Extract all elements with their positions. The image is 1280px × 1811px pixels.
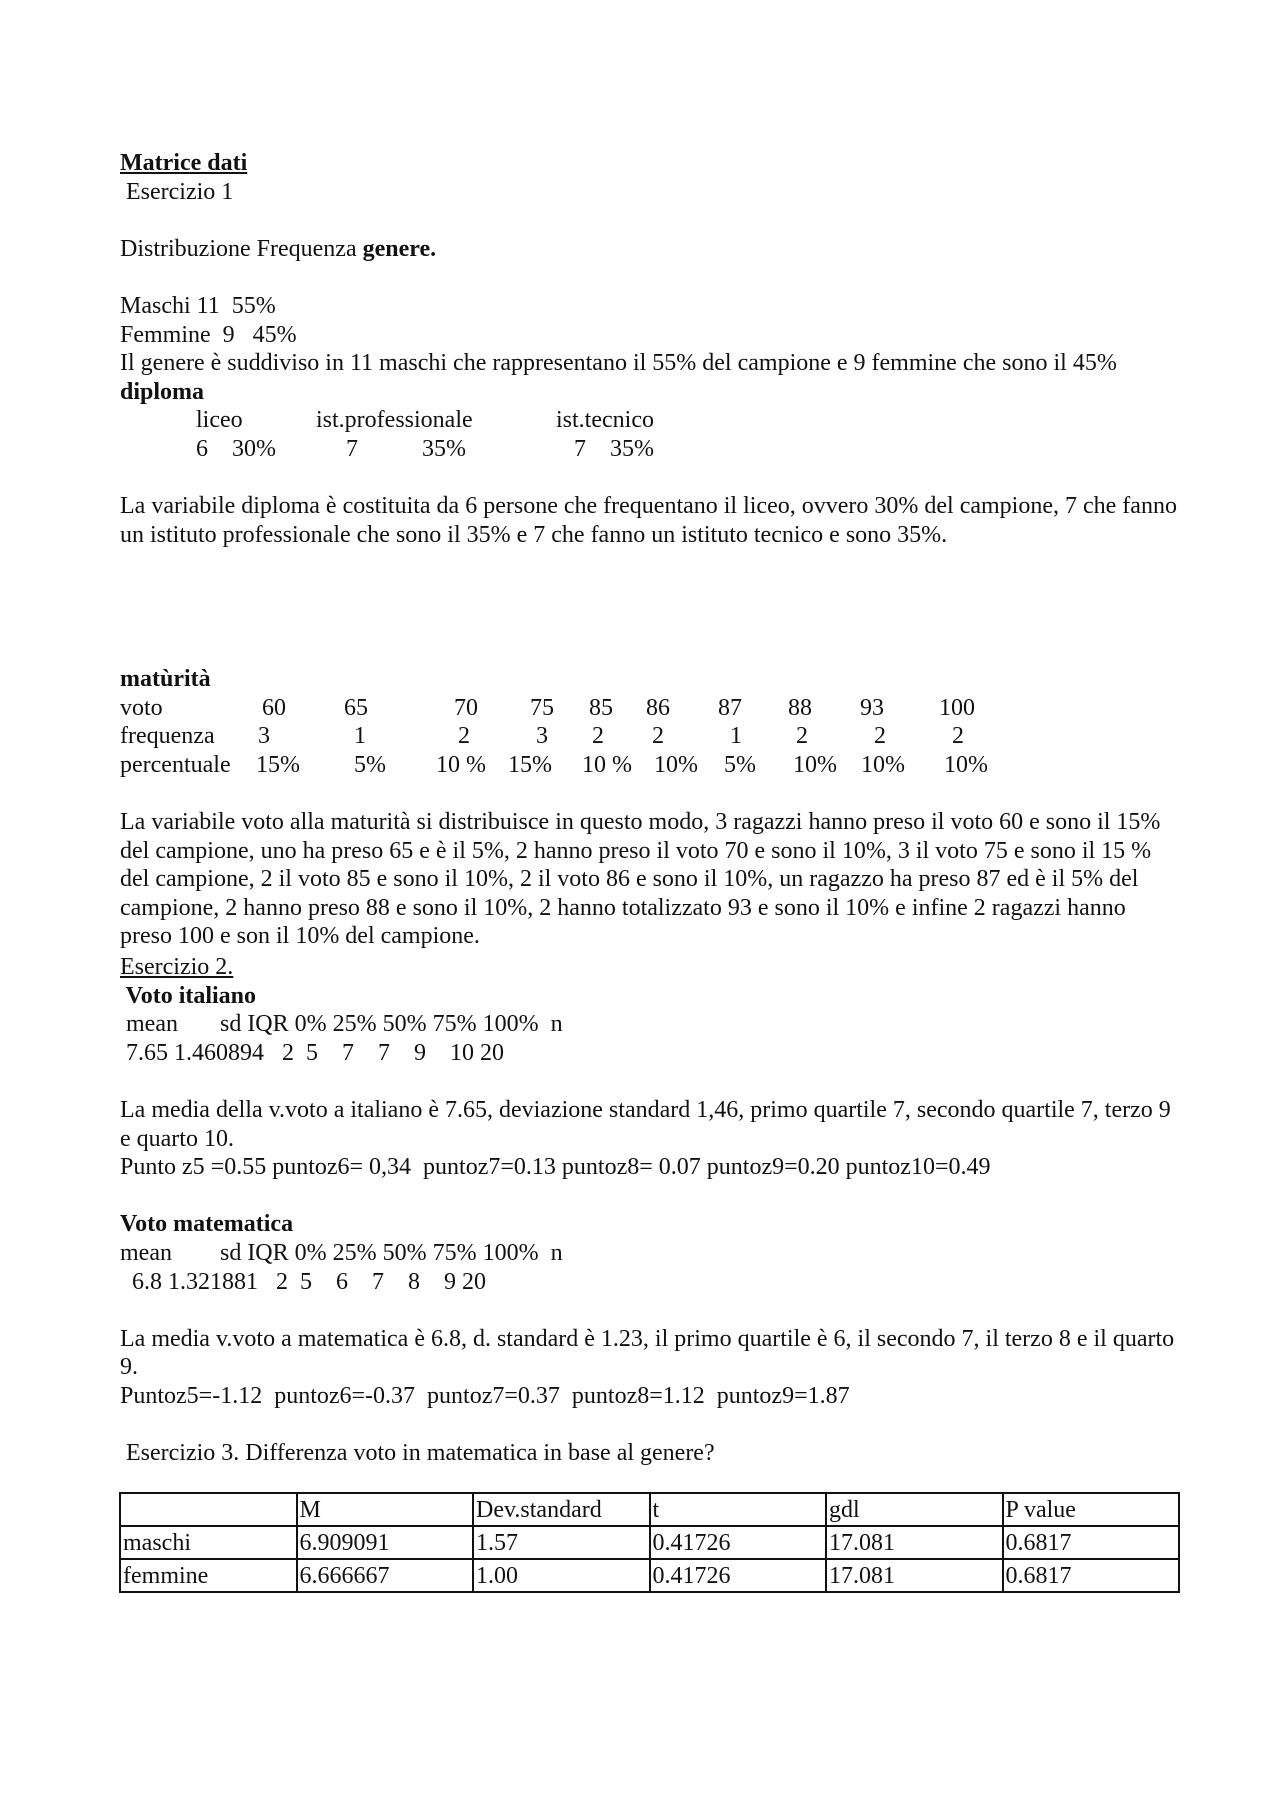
exercise-2-section xyxy=(120,953,1180,1468)
voto-italiano-stats-values: 7.65 1.460894 2 5 7 7 9 10 20 xyxy=(120,1039,504,1066)
voto-cell: 65 xyxy=(344,694,368,721)
voto-cell: 100 xyxy=(939,694,975,721)
voto-italiano-stats-header: mean sd IQR 0% 25% 50% 75% 100% n xyxy=(120,1011,563,1038)
table-cell: 17.081 xyxy=(826,1559,1003,1592)
table-header-cell: Dev.standard xyxy=(473,1493,650,1526)
voto-matematica-stats-values: 6.8 1.321881 2 5 6 7 8 9 20 xyxy=(120,1268,486,1295)
percentuale-cell: 5% xyxy=(354,751,386,778)
frequenza-cell: 2 xyxy=(796,723,808,750)
maturita-section xyxy=(120,665,1180,951)
exercise-2-title: Esercizio 2. xyxy=(120,954,234,980)
table-cell: 17.081 xyxy=(826,1526,1003,1559)
genere-heading: Distribuzione Frequenza genere. xyxy=(120,235,437,262)
maturita-percentuale-row xyxy=(120,751,1180,780)
voto-matematica-zscores: Puntoz5=-1.12 puntoz6=-0.37 puntoz7=0.37 puntoz8=1.12 puntoz9=1.87 xyxy=(120,1382,850,1409)
percentuale-cell: 15% xyxy=(256,751,300,778)
diploma-value: 7 xyxy=(346,435,358,462)
frequenza-cell: 3 xyxy=(258,723,270,750)
table-header-row xyxy=(120,1493,1179,1526)
table-cell: 0.41726 xyxy=(650,1526,827,1559)
exercise-1-title: Esercizio 1 xyxy=(120,178,234,205)
frequenza-cell: 3 xyxy=(536,723,548,750)
voto-italiano-heading: Voto italiano xyxy=(120,982,257,1009)
percentuale-cell: 10% xyxy=(793,751,837,778)
voto-cell: 86 xyxy=(646,694,670,721)
percentuale-cell: 10% xyxy=(654,751,698,778)
diploma-value: 7 35% xyxy=(574,435,654,462)
table-header-cell: M xyxy=(297,1493,474,1526)
voto-cell: 75 xyxy=(530,694,554,721)
table-cell: maschi xyxy=(120,1526,297,1559)
voto-italiano-description: La media della v.voto a italiano è 7.65, deviazione standard 1,46, primo quartile 7, secondo quartile 7, terzo 9 e quarto 10. xyxy=(120,1096,1171,1152)
voto-cell: 85 xyxy=(589,694,613,721)
table-header-cell: t xyxy=(650,1493,827,1526)
table-cell: femmine xyxy=(120,1559,297,1592)
maturita-heading: matùrità xyxy=(120,666,211,692)
percentuale-cell: 10 % xyxy=(582,751,632,778)
diploma-header: liceo xyxy=(196,407,243,434)
maturita-voto-row xyxy=(120,694,1180,723)
diploma-value: 35% xyxy=(422,435,466,462)
table-cell: 0.41726 xyxy=(650,1559,827,1592)
voto-cell: 70 xyxy=(454,694,478,721)
voto-cell: 87 xyxy=(718,694,742,721)
femmine-frequency: Femmine 9 45% xyxy=(120,321,297,348)
frequenza-cell: 2 xyxy=(874,723,886,750)
voto-cell: 93 xyxy=(860,694,884,721)
diploma-header: ist.professionale xyxy=(316,407,473,434)
diploma-heading: diploma xyxy=(120,378,205,405)
row-label: frequenza xyxy=(120,723,215,750)
frequenza-cell: 2 xyxy=(458,723,470,750)
percentuale-cell: 10% xyxy=(861,751,905,778)
maturita-description: La variabile voto alla maturità si distribuisce in questo modo, 3 ragazzi hanno preso il voto 60 e sono il 15% del campione, uno ha preso 65 e è il 5%, 2 hanno preso il voto 70 e sono il 10%, 3 il voto 75 e sono il 15 % del campione, 2 il voto 85 e sono il 10%, 2 il voto 86 e sono il 10%, un ragazzo ha preso 87 ed è il 5% del campione, 2 hanno preso 88 e sono il 10%, 2 hanno totalizzato 93 e sono il 10% e infine 2 ragazzi hanno preso 100 e son il 10% del campione. xyxy=(120,808,1161,950)
table-header-cell xyxy=(120,1493,297,1526)
frequenza-cell: 2 xyxy=(952,723,964,750)
diploma-header-row xyxy=(120,406,1180,435)
voto-cell: 60 xyxy=(262,694,286,721)
document-heading: Matrice dati xyxy=(120,150,248,176)
percentuale-cell: 5% xyxy=(724,751,756,778)
table-header-cell: P value xyxy=(1003,1493,1180,1526)
row-label: percentuale xyxy=(120,751,231,778)
table-cell: 1.57 xyxy=(473,1526,650,1559)
row-label: voto xyxy=(120,694,163,721)
ttest-results-table xyxy=(119,1492,1180,1593)
frequenza-cell: 2 xyxy=(592,723,604,750)
maschi-frequency: Maschi 11 55% xyxy=(120,292,276,319)
diploma-value-row xyxy=(120,435,1180,464)
table-cell: 0.6817 xyxy=(1003,1559,1180,1592)
table-cell: 6.909091 xyxy=(297,1526,474,1559)
percentuale-cell: 10 % xyxy=(436,751,486,778)
table-cell: 1.00 xyxy=(473,1559,650,1592)
voto-italiano-zscores: Punto z5 =0.55 puntoz6= 0,34 puntoz7=0.13 puntoz8= 0.07 puntoz9=0.20 puntoz10=0.49 xyxy=(120,1154,991,1181)
diploma-header: ist.tecnico xyxy=(556,407,654,434)
table-header-cell: gdl xyxy=(826,1493,1003,1526)
voto-matematica-stats-header: mean sd IQR 0% 25% 50% 75% 100% n xyxy=(120,1239,563,1266)
frequenza-cell: 1 xyxy=(354,723,366,750)
percentuale-cell: 15% xyxy=(508,751,552,778)
table-cell: 6.666667 xyxy=(297,1559,474,1592)
percentuale-cell: 10% xyxy=(944,751,988,778)
table-cell: 0.6817 xyxy=(1003,1526,1180,1559)
frequenza-cell: 2 xyxy=(652,723,664,750)
diploma-description: La variabile diploma è costituita da 6 persone che frequentano il liceo, ovvero 30% del campione, 7 che fanno un istituto professionale che sono il 35% e 7 che fanno un istituto tecnico e sono 35%. xyxy=(120,493,1177,548)
table-row xyxy=(120,1526,1179,1559)
diploma-value: 6 30% xyxy=(196,435,276,462)
voto-cell: 88 xyxy=(788,694,812,721)
exercise-1-section xyxy=(120,149,1180,549)
voto-matematica-heading: Voto matematica xyxy=(120,1211,294,1238)
genere-description: Il genere è suddiviso in 11 maschi che rappresentano il 55% del campione e 9 femmine che sono il 45% xyxy=(120,350,1117,377)
table-row xyxy=(120,1559,1179,1592)
exercise-3-title: Esercizio 3. Differenza voto in matematica in base al genere? xyxy=(120,1440,715,1467)
voto-matematica-description: La media v.voto a matematica è 6.8, d. standard è 1.23, il primo quartile è 6, il secondo 7, il terzo 8 e il quarto 9. xyxy=(120,1325,1175,1381)
frequenza-cell: 1 xyxy=(730,723,742,750)
maturita-frequenza-row xyxy=(120,722,1180,751)
